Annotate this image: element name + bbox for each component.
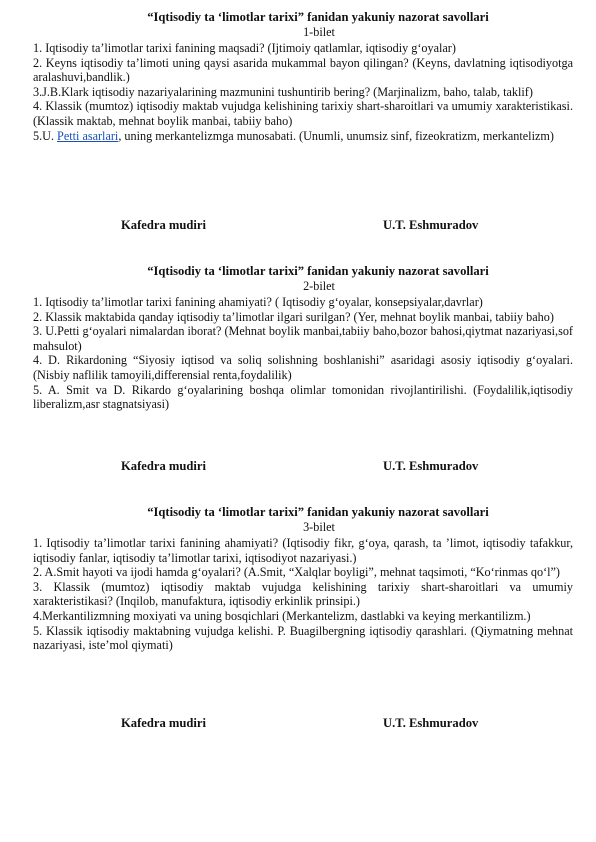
signature-name: U.T. Eshmuradov xyxy=(383,459,479,473)
ticket-title: “Iqtisodiy ta ‘limotlar tarixi” fanidan yakuniy nazorat savollari xyxy=(147,505,489,519)
signature-role: Kafedra mudiri xyxy=(121,716,207,730)
question-5-prefix: 5.U. xyxy=(33,128,58,143)
question-5: 5. Klassik iqtisodiy maktabning vujudga kelishi. P. Buagilbergning iqtisodiy qarashlari. (Qiymatning mehnat nazariyasi, iste’mol qiymati) xyxy=(33,623,573,653)
signature-role: Kafedra mudiri xyxy=(121,218,207,232)
ticket-number: 1-bilet xyxy=(303,25,335,39)
question-1: 1. Iqtisodiy ta’limotlar tarixi fanining maqsadi? (Ijtimoiy qatlamlar, iqtisodiy g‘oyalar) xyxy=(33,41,456,55)
question-3: 3.J.B.Klark iqtisodiy nazariyalarining mazmunini tushuntirib bering? (Marjinalizm, baho, talab, taklif) xyxy=(33,84,533,99)
question-5 xyxy=(33,129,573,144)
ticket-2 xyxy=(33,264,573,412)
ticket-number: 3-bilet xyxy=(303,520,335,534)
question-1: 1. Iqtisodiy ta’limotlar tarixi fanining ahamiyati? ( Iqtisodiy g‘oyalar, konsepsiyalar,davrlar) xyxy=(33,295,483,309)
signature-role: Kafedra mudiri xyxy=(121,459,207,473)
ticket-1 xyxy=(33,10,573,143)
petti-works-link[interactable]: Petti asarlari xyxy=(57,128,119,143)
question-5-suffix: , uning merkantelizmga munosabati. (Unumli, unumsiz sinf, fizeokratizm, merkantelizm) xyxy=(118,128,554,143)
ticket-title: “Iqtisodiy ta ‘limotlar tarixi” fanidan yakuniy nazorat savollari xyxy=(147,264,489,278)
signature-name: U.T. Eshmuradov xyxy=(383,716,479,730)
question-5: 5. A. Smit va D. Rikardo g‘oyalarining boshqa olimlar tomonidan rivojlantirilishi. (Foydalilik,iqtisodiy liberalizm,asr stagnatsiyasi) xyxy=(33,382,573,412)
signature-name: U.T. Eshmuradov xyxy=(383,218,479,232)
question-3: 3. Klassik (mumtoz) iqtisodiy maktab vujudga kelishining tarixiy shart-sharoitlari va umumiy xarakteristikasi? (Inqilob, manufaktura, iqtisodiy erkinlik prinsipi.) xyxy=(33,579,573,609)
ticket-title: “Iqtisodiy ta ‘limotlar tarixi” fanidan yakuniy nazorat savollari xyxy=(147,10,489,24)
ticket-3 xyxy=(33,505,573,653)
question-1: 1. Iqtisodiy ta’limotlar tarixi fanining ahamiyati? (Iqtisodiy fikr, g‘oya, qarash, ta ’limot, iqtisodiy tafakkur, iqtisodiy fanlar, iqtisodiy ta’limotlar tarixi, iqtisodiyot nazariyasi.) xyxy=(33,536,573,565)
question-4: 4.Merkantilizmning moxiyati va uning bosqichlari (Merkantelizm, dastlabki va keying merkantilizm.) xyxy=(33,608,531,623)
question-2: 2. Klassik maktabida qanday iqtisodiy ta’limotlar ilgari surilgan? (Yer, mehnat boylik manbai, tabiiy baho) xyxy=(33,309,554,324)
ticket-number: 2-bilet xyxy=(303,279,335,293)
question-3: 3. U.Petti g‘oyalari nimalardan iborat? (Mehnat boylik manbai,tabiiy baho,bozor bahosi,qiytmat nazariyasi,sof mahsulot) xyxy=(33,324,573,353)
question-4: 4. D. Rikardoning “Siyosiy iqtisod va soliq solishning boshlanishi” asaridagi asosiy iqtisodiy g‘oyalari.(Nisbiy naflilik tamoyili,differensial renta,foydalilik) xyxy=(33,353,573,382)
question-2: 2. A.Smit hayoti va ijodi hamda g‘oyalari? (A.Smit, “Xalqlar boyligi”, mehnat taqsimoti, “Ko‘rinmas qo‘l”) xyxy=(33,565,560,580)
question-2: 2. Keyns iqtisodiy ta’limoti uning qaysi asarida mukammal bayon qilingan? (Keyns, davlatning iqtisodiyotga aralashuvi,bandlik.) xyxy=(33,55,573,85)
question-4: 4. Klassik (mumtoz) iqtisodiy maktab vujudga kelishining tarixiy shart-sharoitlari va umumiy xarakteristikasi. (Klassik maktab, mehnat boylik manbai, tabiiy baho) xyxy=(33,99,573,128)
